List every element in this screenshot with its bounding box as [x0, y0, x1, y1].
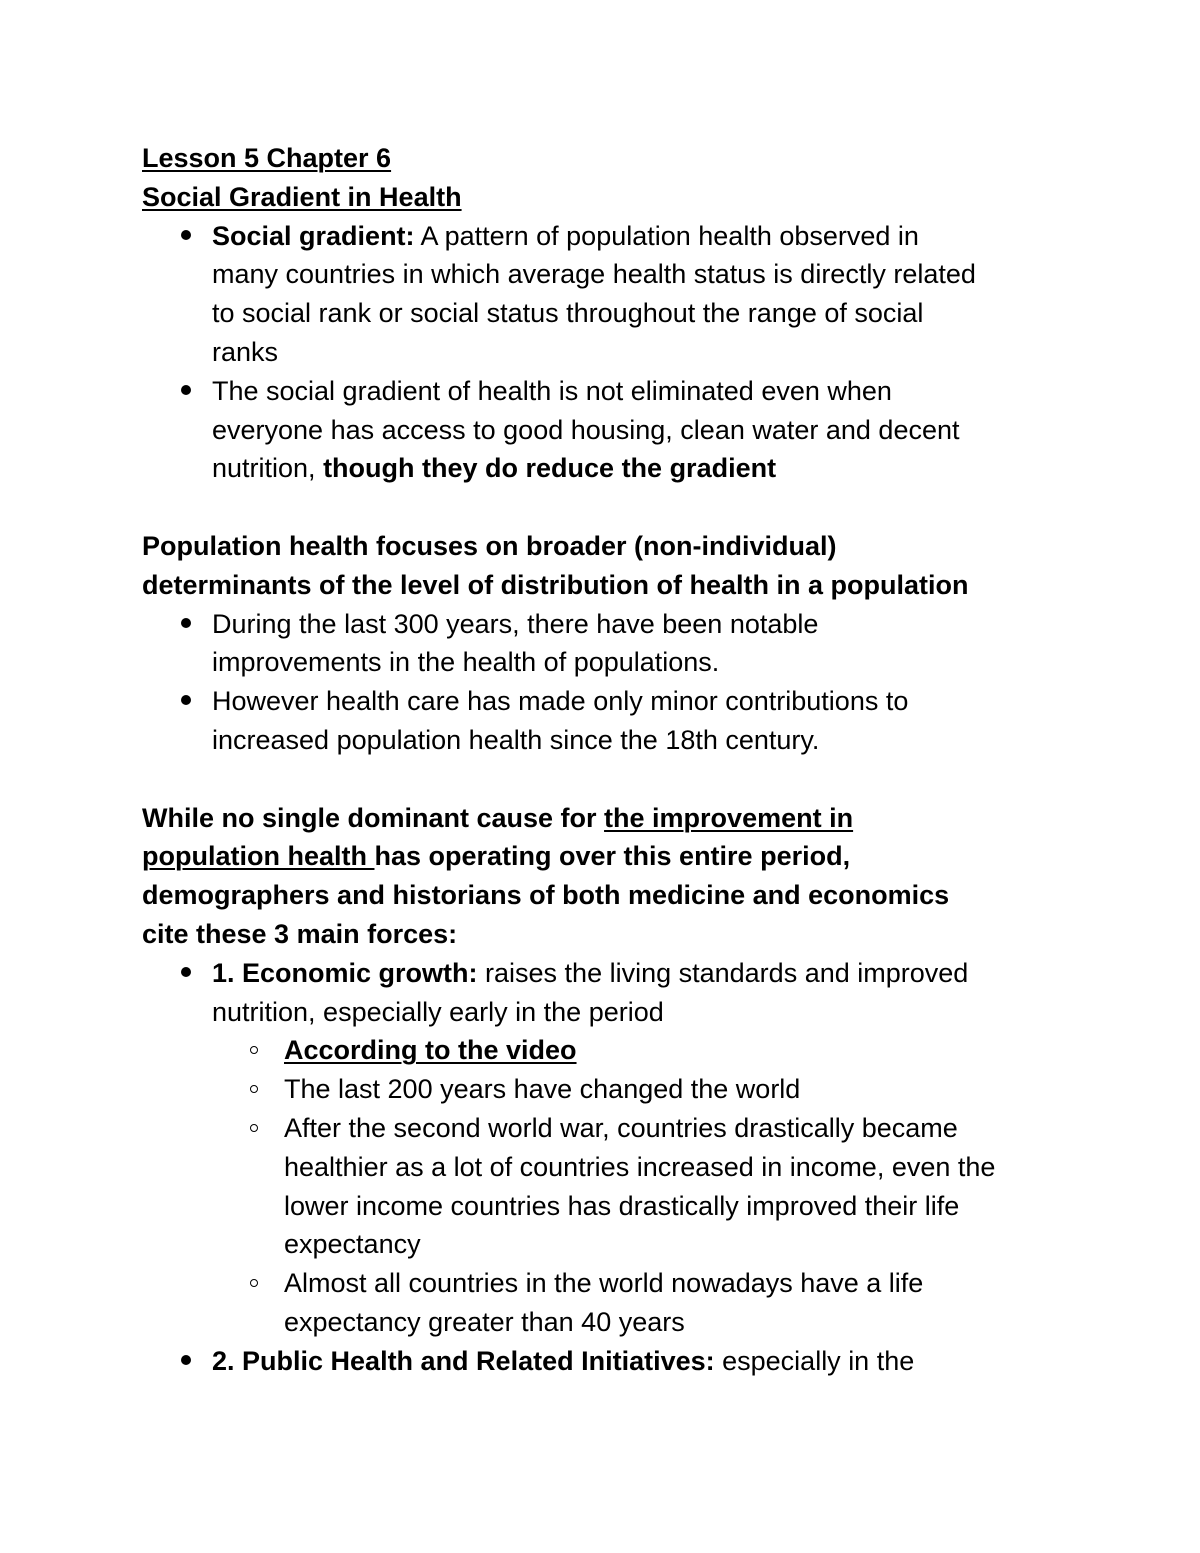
text-line: Almost all countries in the world nowadays have a life: [284, 1268, 924, 1299]
section-heading-social-gradient: Social Gradient in Health: [142, 181, 462, 212]
section-heading-main-forces-cont: demographers and historians of both medicine and economics: [142, 880, 950, 911]
hollow-bullet-icon: [250, 1124, 258, 1132]
text-line: to social rank or social status throughout the range of social: [212, 298, 924, 329]
hollow-bullet-icon: [250, 1085, 258, 1093]
list-item-public-health: [142, 1342, 1082, 1381]
list-item-economic-growth: [142, 954, 1082, 1032]
bullet-icon: [181, 1355, 191, 1365]
term-social-gradient: Social gradient:: [212, 220, 415, 251]
text-line: increased population health since the 18th century.: [212, 724, 820, 755]
text-line: The last 200 years have changed the world: [284, 1074, 801, 1105]
economic-growth-sublist: [142, 1031, 1082, 1341]
sub-list-item: [142, 1031, 1082, 1070]
bullet-icon: [181, 230, 191, 240]
emphasis-text: though they do reduce the gradient: [323, 453, 777, 484]
lesson-title: Lesson 5 Chapter 6: [142, 143, 392, 173]
subheading-according-to-video: According to the video: [284, 1035, 577, 1066]
blank-line: [142, 760, 1082, 799]
text-line: everyone has access to good housing, clean water and decent: [212, 414, 960, 445]
social-gradient-list: [142, 217, 1082, 489]
text-line: expectancy greater than 40 years: [284, 1306, 685, 1337]
list-item: [142, 682, 1082, 760]
list-item: [142, 217, 1082, 372]
hollow-bullet-icon: [250, 1279, 258, 1287]
sub-list-item: [142, 1264, 1082, 1342]
blank-line: [142, 488, 1082, 527]
text-line: lower income countries has drastically improved their life: [284, 1190, 960, 1221]
text-line: especially in the: [714, 1345, 915, 1376]
text-line: The social gradient of health is not eliminated even when: [212, 375, 892, 406]
section-heading-population-health-cont: determinants of the level of distribution of health in a population: [142, 569, 969, 600]
list-item: [142, 372, 1082, 488]
heading-text: has operating over this entire period,: [374, 841, 851, 872]
heading-underlined-text: the improvement in: [604, 802, 854, 833]
sub-list-item: [142, 1109, 1082, 1264]
text-line: nutrition,: [212, 453, 324, 484]
text-line: nutrition, especially early in the period: [212, 996, 664, 1027]
section-heading-main-forces-cont: cite these 3 main forces:: [142, 918, 458, 949]
main-forces-list-cont: [142, 1342, 1082, 1381]
term-public-health: 2. Public Health and Related Initiatives:: [212, 1345, 715, 1376]
document-page: [142, 139, 1082, 1381]
text-line: healthier as a lot of countries increased in income, even the: [284, 1151, 996, 1182]
text-line: During the last 300 years, there have been notable: [212, 608, 819, 639]
hollow-bullet-icon: [250, 1046, 258, 1054]
population-health-list: [142, 605, 1082, 760]
bullet-icon: [181, 618, 191, 628]
list-item: [142, 605, 1082, 683]
main-forces-list: [142, 954, 1082, 1032]
text-line: A pattern of population health observed in: [414, 220, 919, 251]
heading-text: While no single dominant cause for: [142, 802, 605, 833]
text-line: raises the living standards and improved: [477, 957, 969, 988]
bullet-icon: [181, 695, 191, 705]
bullet-icon: [181, 385, 191, 395]
text-line: However health care has made only minor contributions to: [212, 686, 909, 717]
heading-underlined-text: population health: [142, 841, 375, 872]
section-heading-main-forces-cont: [142, 837, 1082, 876]
section-heading-population-health: Population health focuses on broader (non-individual): [142, 530, 837, 561]
term-economic-growth: 1. Economic growth:: [212, 957, 478, 988]
text-line: After the second world war, countries drastically became: [284, 1112, 958, 1143]
text-line: improvements in the health of populations.: [212, 647, 720, 678]
text-line: ranks: [212, 336, 279, 367]
section-heading-main-forces: [142, 799, 1082, 838]
text-line: expectancy: [284, 1229, 421, 1260]
bullet-icon: [181, 967, 191, 977]
text-line: many countries in which average health status is directly related: [212, 259, 976, 290]
sub-list-item: [142, 1070, 1082, 1109]
